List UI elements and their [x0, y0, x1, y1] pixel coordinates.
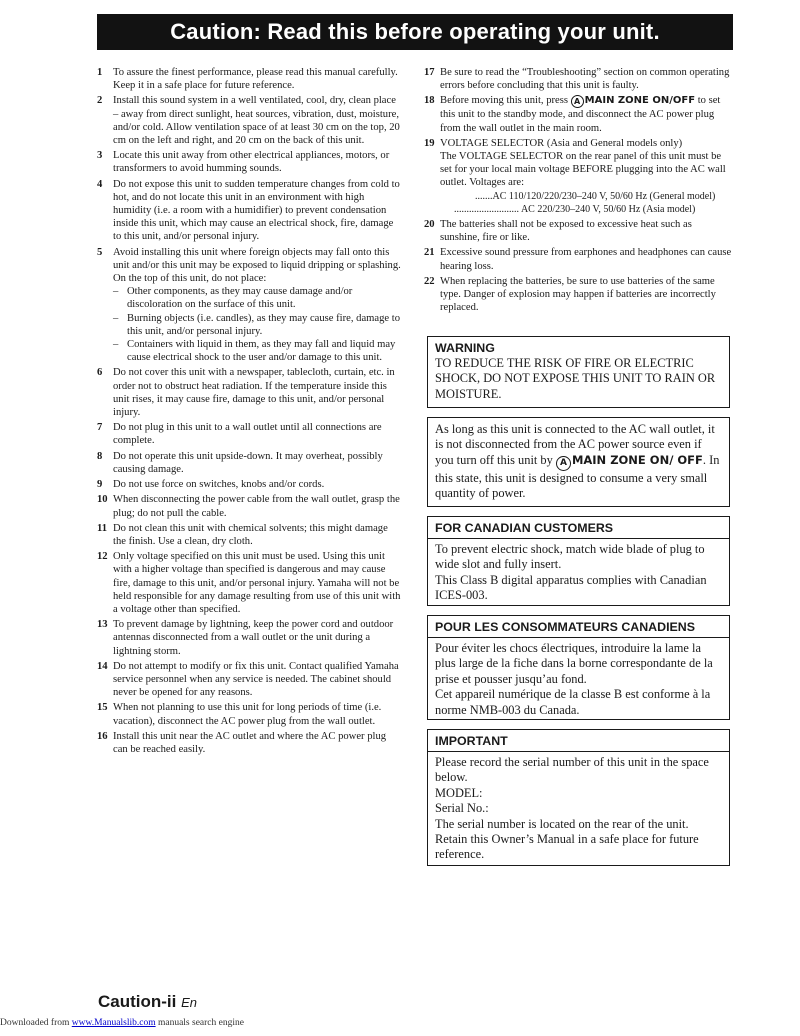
list-item: 13 To prevent damage by lightning, keep the power cord and outdoor antennas disconnected from a wall outlet or the unit during a lightning storm. [97, 619, 394, 657]
list-item: 11 Do not clean this unit with chemical solvents; this might damage the finish. Use a clean, dry cloth. [97, 522, 388, 547]
download-notice: Downloaded from www.Manualslib.com manuals search engine [0, 1018, 244, 1028]
warning-heading: WARNING [435, 341, 495, 355]
canadian-heading: FOR CANADIAN CUSTOMERS [435, 521, 614, 535]
serial-field: Serial No.: [435, 801, 489, 816]
voltage-general: .......AC 110/120/220/230–240 V, 50/60 Hz (General model) [475, 190, 716, 202]
important-box: IMPORTANT Please record the serial number of this unit in the space below. MODEL: Serial No.: The serial number is located on the rear of the unit. Retain this Owner’s Manual in a safe place for future reference. [427, 729, 730, 866]
sub-item: – Other components, as they may cause damage and/or discoloration on the surface of this unit. [113, 286, 353, 311]
left-column [97, 66, 403, 758]
list-item: 6 Do not cover this unit with a newspaper, tablecloth, curtain, etc. in order not to obstruct heat radiation. If the temperature inside this unit rises, it may cause fire, damage to this unit, and/or personal injury. [97, 367, 395, 419]
sub-item: – Containers with liquid in them, as they may fall and liquid may cause electrical shock to the user and/or damage to this unit. [113, 339, 396, 364]
list-item: 21 Excessive sound pressure from earphones and headphones can cause hearing loss. [424, 247, 732, 272]
list-item: 14 Do not attempt to modify or fix this unit. Contact qualified Yamaha service personnel when any service is needed. The cabinet should never be opened for any reasons. [97, 660, 399, 699]
list-item: 2 Install this sound system in a well ventilated, cool, dry, clean place – away from direct sunlight, heat sources, vibration, dust, moisture, and/or cold. Allow ventilation space of at least 30 cm on the top, 20 cm on the left and right, and 20 cm on the back of this unit. [97, 95, 400, 147]
manualslib-link[interactable]: www.Manualslib.com [71, 1018, 156, 1028]
list-item: 10 When disconnecting the power cable from the wall outlet, grasp the plug; do not pull the cable. [97, 494, 400, 519]
sub-item: – Burning objects (i.e. candles), as they may cause fire, damage to this unit, and/or personal injury. [113, 312, 400, 337]
list-item: 19 VOLTAGE SELECTOR (Asia and General models only) The VOLTAGE SELECTOR on the rear panel of this unit must be set for your local main voltage BEFORE plugging into the AC wall outlet. Voltages are: .......AC 110/120/220/230–240 V, 50/60 Hz (General model) .......................... AC 220/230–240 V, 50/60 Hz (Asia model) [424, 137, 734, 216]
page-number: Caution-ii En [98, 992, 198, 1011]
warning-box [427, 336, 730, 408]
list-item: 1 To assure the finest performance, please read this manual carefully. Keep it in a safe place for future reference. [97, 67, 398, 92]
divider [428, 751, 729, 752]
zone-a-circle-icon: A [556, 456, 571, 471]
list-item: 22 When replacing the batteries, be sure to use batteries of the same type. Danger of explosion may happen if batteries are incorrectly replaced. [424, 275, 716, 314]
list-item: 17 Be sure to read the “Troubleshooting” section on common operating errors before concluding that this unit is faulty. [424, 67, 730, 92]
canadian-consumers-fr-box: POUR LES CONSOMMATEURS CANADIENS Pour éviter les chocs électriques, introduire la lame la plus large de la fiche dans la borne correspondante de la prise et pousser jusqu’au fond. Cet appareil numérique de la classe B est conforme à la norme NMB-003 du Canada. [427, 615, 730, 720]
model-field: MODEL: [435, 785, 483, 800]
canadian-fr-heading: POUR LES CONSOMMATEURS CANADIENS [435, 620, 695, 634]
voltage-asia: .......................... AC 220/230–240 V, 50/60 Hz (Asia model) [454, 203, 696, 215]
list-item: 15 When not planning to use this unit for long periods of time (i.e. vacation), disconnect the AC power plug from the wall outlet. [97, 702, 382, 727]
zone-a-circle-icon: A [571, 95, 584, 108]
important-heading: IMPORTANT [435, 734, 508, 748]
list-item: 4 Do not expose this unit to sudden temperature changes from cold to hot, and do not locate this unit in an environment with high humidity (i.e. a room with a humidifier) to prevent condensation inside this unit, which may cause an electrical shock, fire, damage to this unit, and/or personal injury. [97, 178, 400, 243]
list-item: 3 Locate this unit away from other electrical appliances, motors, or transformers to avoid humming sounds. [97, 150, 390, 175]
list-item: 20 The batteries shall not be exposed to excessive heat such as sunshine, fire or like. [424, 219, 692, 244]
list-item: 8 Do not operate this unit upside-down. It may overheat, possibly causing damage. [97, 450, 383, 475]
list-item: 12 Only voltage specified on this unit must be used. Using this unit with a higher voltage than specified is dangerous and may cause fire, damage to this unit, and/or personal injury. Yamaha will not be held responsible for any damage resulting from use of this unit with a voltage other than specified. [97, 551, 401, 615]
right-column [424, 66, 734, 316]
main-zone-key-label: MAIN ZONE ON/OFF [584, 95, 696, 107]
divider [428, 538, 729, 539]
warning-text: TO REDUCE THE RISK OF FIRE OR ELECTRIC SHOCK, DO NOT EXPOSE THIS UNIT TO RAIN OR MOISTURE. [435, 356, 716, 401]
divider [428, 637, 729, 638]
canadian-customers-box: FOR CANADIAN CUSTOMERS To prevent electric shock, match wide blade of plug to wide slot and fully insert. This Class B digital apparatus complies with Canadian ICES-003. [427, 516, 730, 606]
main-zone-key-label: MAIN ZONE ON/ OFF [571, 452, 703, 467]
list-item: 18 Before moving this unit, press A MAIN ZONE ON/OFF to set this unit to the standby mode, and disconnect the AC power plug from the wall outlet in the main room. [424, 95, 721, 134]
list-item: 7 Do not plug in this unit to a wall outlet until all connections are complete. [97, 422, 382, 447]
list-item: 16 Install this unit near the AC outlet and where the AC power plug can be reached easily. [97, 730, 387, 755]
page-title: Caution: Read this before operating your unit. [97, 14, 733, 50]
standby-notice-box: As long as this unit is connected to the AC wall outlet, it is not disconnected from the AC power source even if you turn off this unit by A MAIN ZONE ON/ OFF. In this state, this unit is designed to consume a very small quantity of power. [427, 417, 730, 507]
list-item: 9 Do not use force on switches, knobs and/or cords. [97, 479, 325, 491]
list-item: 5 Avoid installing this unit where foreign objects may fall onto this unit and/or this unit may be exposed to liquid dripping or splashing. On the top of this unit, do not place: – Other components, as they may cause damage and/or discoloration on the surface of this unit. – Burning objects (i.e. candles), as they may cause fire, damage to this unit, and/or personal injury. – Containers with liquid in them, as they may fall and liquid may cause electrical shock to the user and/or damage to this unit. [97, 246, 403, 365]
